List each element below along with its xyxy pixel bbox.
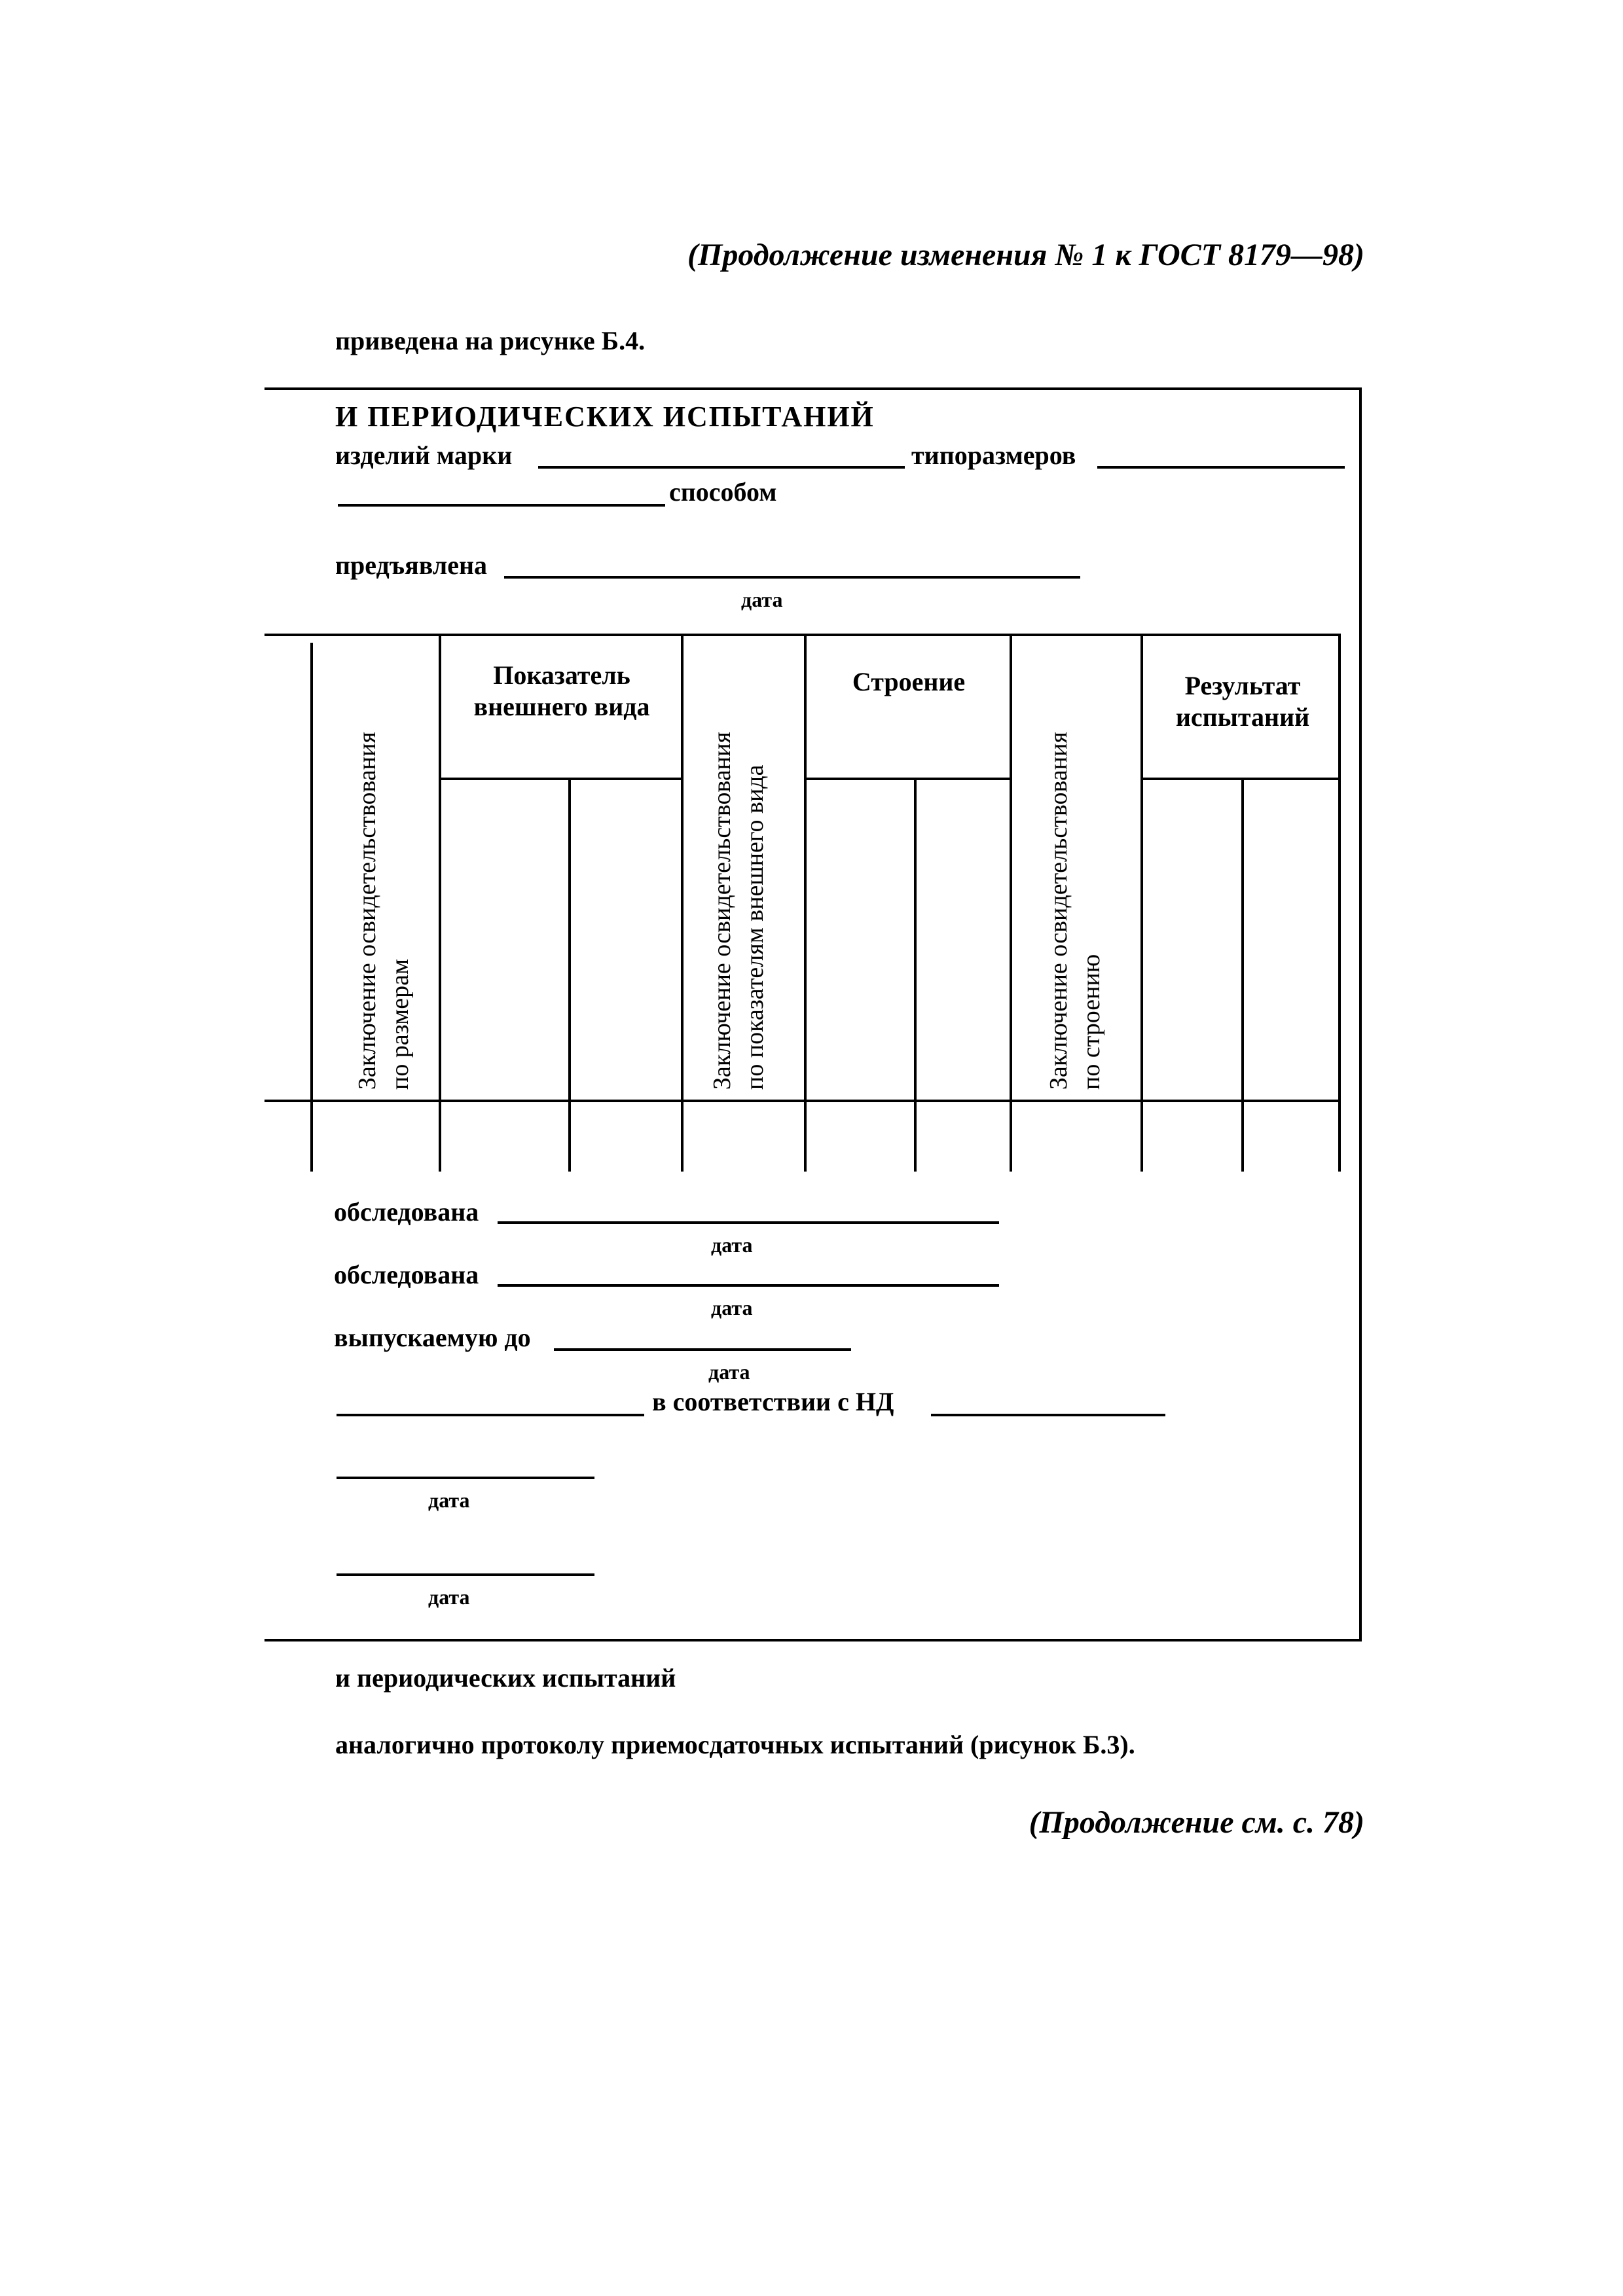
inspected-line-2[interactable]	[498, 1284, 999, 1287]
col-line-j	[1338, 634, 1341, 1172]
col2-header: Показатель внешнего вида	[473, 660, 650, 721]
inspected-line-1[interactable]	[498, 1221, 999, 1224]
sizes-line[interactable]	[1097, 466, 1345, 469]
released-line[interactable]	[554, 1348, 851, 1351]
date-caption-4: дата	[428, 1488, 470, 1512]
date-caption-1: дата	[711, 1233, 753, 1257]
presented-label: предъявлена	[335, 550, 488, 580]
date-caption-5: дата	[428, 1585, 470, 1609]
col-line-b	[439, 634, 441, 1172]
col-line-a	[310, 643, 313, 1172]
accordance-right-line[interactable]	[931, 1414, 1165, 1416]
sizes-label: типоразмеров	[911, 440, 1076, 470]
col-line-d	[681, 634, 684, 1172]
body-text: аналогично протоколу приемосдаточных испытаний (рисунок Б.3).	[335, 1730, 1135, 1759]
col3-header: Заключение освидетельствования	[708, 732, 736, 1090]
inspected-label-1: обследована	[334, 1197, 479, 1227]
col5-header-b: по строению	[1078, 954, 1105, 1090]
accordance-left-line[interactable]	[337, 1414, 644, 1416]
subheader-line-1	[440, 778, 684, 780]
col5-header: Заключение освидетельствования	[1045, 732, 1072, 1090]
col-line-i	[1241, 778, 1244, 1172]
released-label: выпускаемую до	[334, 1323, 531, 1352]
col1-header-b: по размерам	[386, 958, 414, 1090]
intro-text: приведена на рисунке Б.4.	[335, 326, 646, 355]
method-line[interactable]	[338, 504, 665, 507]
signature-line-2[interactable]	[337, 1573, 594, 1576]
inspected-label-2: обследована	[334, 1260, 479, 1289]
col-line-e	[804, 634, 807, 1172]
method-label: способом	[669, 477, 777, 507]
date-caption-2: дата	[711, 1296, 753, 1319]
date-caption: дата	[741, 588, 783, 611]
form-title: И ПЕРИОДИЧЕСКИХ ИСПЫТАНИЙ	[335, 401, 875, 433]
continuation-header: (Продолжение изменения № 1 к ГОСТ 8179—98)	[687, 238, 1364, 272]
product-grade-line[interactable]	[538, 466, 905, 469]
date-caption-3: дата	[708, 1360, 750, 1384]
signature-line-1[interactable]	[337, 1477, 594, 1479]
continuation-footer: (Продолжение см. с. 78)	[1029, 1805, 1364, 1840]
col6-header: Результат испытаний	[1175, 671, 1310, 732]
col-line-h	[1140, 634, 1143, 1172]
after-form-text: и периодических испытаний	[335, 1663, 676, 1693]
table-header-bottom-line	[264, 1100, 1338, 1102]
table-top-line	[264, 634, 1341, 636]
col-line-c	[568, 778, 571, 1172]
col4-header: Строение	[852, 667, 966, 696]
subheader-line-2	[805, 778, 1012, 780]
col-line-g	[1010, 634, 1012, 1172]
product-grade-label: изделий марки	[335, 440, 513, 470]
presented-line[interactable]	[504, 576, 1080, 579]
col3-header-b: по показателям внешнего вида	[741, 764, 769, 1090]
col1-header: Заключение освидетельствования	[354, 732, 381, 1090]
accordance-label: в соответствии с НД	[652, 1387, 894, 1416]
col-line-f	[914, 778, 917, 1172]
